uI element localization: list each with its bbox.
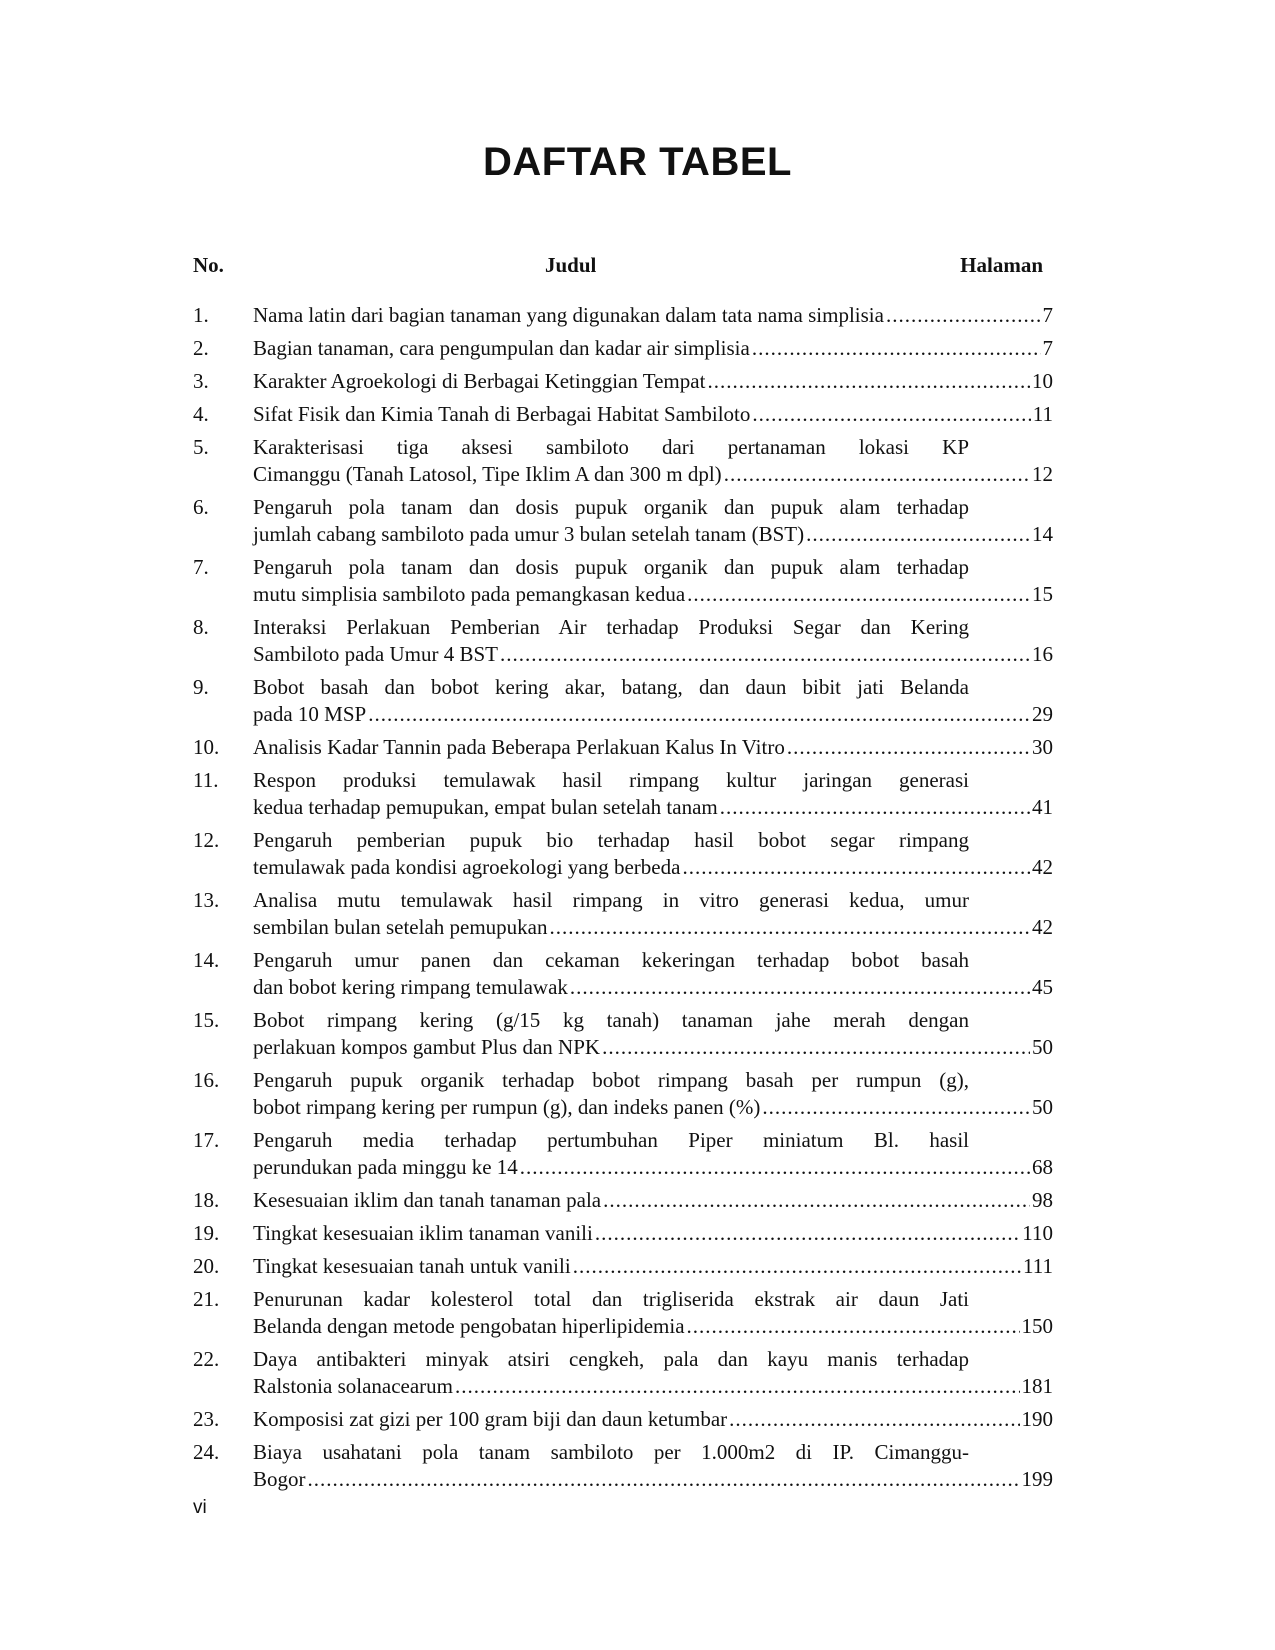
entry-title-line: Pengaruh media terhadap pertumbuhan Piper miniatum Bl. hasil	[253, 1128, 969, 1152]
page-ref: 68	[1032, 1155, 1053, 1179]
entry-title	[253, 494, 1053, 548]
entry-number: 19.	[193, 1221, 220, 1245]
list-item	[193, 1286, 1053, 1340]
list-item	[193, 947, 1053, 1001]
list-item	[193, 1007, 1053, 1061]
list-item	[193, 1406, 1053, 1433]
page-ref: 111	[1023, 1254, 1053, 1278]
table-header	[193, 253, 1053, 283]
entry-title-line: Karakterisasi tiga aksesi sambiloto dari pertanaman lokasi KP	[253, 435, 969, 459]
entry-number: 13.	[193, 888, 220, 912]
page-ref: 12	[1032, 462, 1053, 486]
entry-title	[253, 335, 1053, 362]
entry-number: 12.	[193, 828, 220, 852]
page-ref: 199	[1021, 1467, 1053, 1491]
entry-title-line: perlakuan kompos gambut Plus dan NPK	[253, 1035, 601, 1059]
entry-title-line: jumlah cabang sambiloto pada umur 3 bulan setelah tanam (BST)	[253, 522, 805, 546]
entry-title	[253, 401, 1053, 428]
entry-title-line: Cimanggu (Tanah Latosol, Tipe Iklim A dan 300 m dpl)	[253, 462, 722, 486]
entry-title	[253, 368, 1053, 395]
dot-leader	[455, 1373, 1019, 1400]
page-ref: 50	[1032, 1035, 1053, 1059]
entry-number: 17.	[193, 1128, 220, 1152]
dot-leader	[368, 701, 1030, 728]
entry-title	[253, 1007, 1053, 1061]
dot-leader	[752, 335, 1041, 362]
entry-title	[253, 767, 1053, 821]
page-ref: 10	[1032, 369, 1053, 393]
entry-title-line: bobot rimpang kering per rumpun (g), dan indeks panen (%)	[253, 1095, 761, 1119]
dot-leader	[729, 1406, 1019, 1433]
list-item	[193, 1439, 1053, 1493]
entry-number: 6.	[193, 495, 209, 519]
list-item	[193, 302, 1053, 329]
dot-leader	[724, 461, 1030, 488]
entry-number: 21.	[193, 1287, 220, 1311]
page-ref: 16	[1032, 642, 1053, 666]
entry-title-line: Bobot rimpang kering (g/15 kg tanah) tanaman jahe merah dengan	[253, 1008, 969, 1032]
entry-title-line: Bobot basah dan bobot kering akar, batang, dan daun bibit jati Belanda	[253, 675, 969, 699]
page-ref: 110	[1022, 1221, 1053, 1245]
entry-title-line: Bagian tanaman, cara pengumpulan dan kadar air simplisia	[253, 336, 750, 360]
entry-title	[253, 614, 1053, 668]
page-ref: 14	[1032, 522, 1053, 546]
dot-leader	[787, 734, 1030, 761]
list-item	[193, 554, 1053, 608]
entry-title-line: dan bobot kering rimpang temulawak	[253, 975, 568, 999]
page-ref: 45	[1032, 975, 1053, 999]
list-item	[193, 614, 1053, 668]
list-item	[193, 335, 1053, 362]
entry-number: 16.	[193, 1068, 220, 1092]
page-ref: 30	[1032, 735, 1053, 759]
dot-leader	[308, 1466, 1020, 1493]
entry-title-line: Kesesuaian iklim dan tanah tanaman pala	[253, 1188, 602, 1212]
dot-leader	[752, 401, 1030, 428]
page-ref: 150	[1021, 1314, 1053, 1338]
list-item	[193, 1253, 1053, 1280]
page-ref: 7	[1042, 303, 1053, 327]
dot-leader	[707, 368, 1030, 395]
entry-title-line: Pengaruh pupuk organik terhadap bobot rimpang basah per rumpun (g),	[253, 1068, 969, 1092]
entry-number: 8.	[193, 615, 209, 639]
dot-leader	[573, 1253, 1021, 1280]
entry-title-line: Analisa mutu temulawak hasil rimpang in vitro generasi kedua, umur	[253, 888, 969, 912]
page-ref: 29	[1032, 702, 1053, 726]
entry-title-line: Analisis Kadar Tannin pada Beberapa Perlakuan Kalus In Vitro	[253, 735, 785, 759]
list-item	[193, 494, 1053, 548]
dot-leader	[687, 1313, 1020, 1340]
entry-title-line: Sambiloto pada Umur 4 BST	[253, 642, 498, 666]
page-number: vi	[193, 1497, 207, 1518]
entry-title	[253, 1220, 1053, 1247]
entry-number: 20.	[193, 1254, 220, 1278]
dot-leader	[806, 521, 1030, 548]
entry-title-line: Pengaruh pemberian pupuk bio terhadap hasil bobot segar rimpang	[253, 828, 969, 852]
header-no: No.	[193, 253, 224, 277]
list-item	[193, 368, 1053, 395]
entry-title-line: Respon produksi temulawak hasil rimpang kultur jaringan generasi	[253, 768, 969, 792]
header-halaman: Halaman	[960, 253, 1043, 277]
list-item	[193, 734, 1053, 761]
entry-title-line: Belanda dengan metode pengobatan hiperlipidemia	[253, 1314, 685, 1338]
entry-title-line: Tingkat kesesuaian tanah untuk vanili	[253, 1254, 571, 1278]
page-ref: 190	[1021, 1407, 1053, 1431]
entry-title	[253, 1127, 1053, 1181]
list-item	[193, 401, 1053, 428]
entry-title-line: Nama latin dari bagian tanaman yang digunakan dalam tata nama simplisia	[253, 303, 884, 327]
entry-title-line: Interaksi Perlakuan Pemberian Air terhadap Produksi Segar dan Kering	[253, 615, 969, 639]
entry-number: 11.	[193, 768, 219, 792]
entry-title	[253, 887, 1053, 941]
page-ref: 42	[1032, 915, 1053, 939]
entry-title-line: Pengaruh pola tanam dan dosis pupuk organik dan pupuk alam terhadap	[253, 495, 969, 519]
entry-title	[253, 434, 1053, 488]
entry-number: 3.	[193, 369, 209, 393]
entry-number: 1.	[193, 303, 209, 327]
entry-title-line: Karakter Agroekologi di Berbagai Ketinggian Tempat	[253, 369, 706, 393]
entry-number: 15.	[193, 1008, 220, 1032]
list-item	[193, 767, 1053, 821]
entry-title	[253, 554, 1053, 608]
dot-leader	[602, 1034, 1030, 1061]
entry-title-line: Tingkat kesesuaian iklim tanaman vanili	[253, 1221, 593, 1245]
entry-title	[253, 1187, 1053, 1214]
entry-number: 4.	[193, 402, 209, 426]
entry-title	[253, 302, 1053, 329]
dot-leader	[595, 1220, 1020, 1247]
entry-title	[253, 734, 1053, 761]
dot-leader	[603, 1187, 1030, 1214]
page-ref: 15	[1032, 582, 1053, 606]
page-ref: 50	[1032, 1095, 1053, 1119]
page-ref: 42	[1032, 855, 1053, 879]
entry-number: 5.	[193, 435, 209, 459]
page-ref: 181	[1021, 1374, 1053, 1398]
entry-title-line: Daya antibakteri minyak atsiri cengkeh, pala dan kayu manis terhadap	[253, 1347, 969, 1371]
page-title: DAFTAR TABEL	[483, 140, 792, 184]
entry-title-line: perundukan pada minggu ke 14	[253, 1155, 518, 1179]
entry-title	[253, 947, 1053, 1001]
dot-leader	[550, 914, 1030, 941]
entry-number: 10.	[193, 735, 220, 759]
list-item	[193, 434, 1053, 488]
entry-title-line: Sifat Fisik dan Kimia Tanah di Berbagai Habitat Sambiloto	[253, 402, 751, 426]
entry-number: 7.	[193, 555, 209, 579]
dot-leader	[687, 581, 1030, 608]
dot-leader	[886, 302, 1041, 329]
entry-title-line: Pengaruh pola tanam dan dosis pupuk organik dan pupuk alam terhadap	[253, 555, 969, 579]
entry-number: 18.	[193, 1188, 220, 1212]
page-ref: 7	[1042, 336, 1053, 360]
entry-title	[253, 674, 1053, 728]
entry-title-line: kedua terhadap pemupukan, empat bulan setelah tanam	[253, 795, 718, 819]
entry-title-line: Pengaruh umur panen dan cekaman kekeringan terhadap bobot basah	[253, 948, 969, 972]
table-list	[193, 302, 1053, 1499]
entry-title-line: mutu simplisia sambiloto pada pemangkasan kedua	[253, 582, 686, 606]
entry-title	[253, 1439, 1053, 1493]
dot-leader	[682, 854, 1030, 881]
page-ref: 11	[1032, 402, 1053, 426]
entry-title-line: Biaya usahatani pola tanam sambiloto per 1.000m2 di IP. Cimanggu-	[253, 1440, 969, 1464]
entry-title-line: sembilan bulan setelah pemupukan	[253, 915, 548, 939]
entry-title	[253, 1406, 1053, 1433]
dot-leader	[500, 641, 1030, 668]
entry-title-line: Ralstonia solanacearum	[253, 1374, 454, 1398]
entry-title	[253, 1346, 1053, 1400]
header-judul: Judul	[545, 253, 597, 277]
dot-leader	[720, 794, 1030, 821]
list-item	[193, 1187, 1053, 1214]
entry-title	[253, 827, 1053, 881]
dot-leader	[520, 1154, 1030, 1181]
entry-number: 2.	[193, 336, 209, 360]
entry-title	[253, 1067, 1053, 1121]
dot-leader	[762, 1094, 1030, 1121]
page-ref: 41	[1032, 795, 1053, 819]
list-item	[193, 1127, 1053, 1181]
entry-number: 14.	[193, 948, 220, 972]
entry-number: 23.	[193, 1407, 220, 1431]
entry-number: 24.	[193, 1440, 220, 1464]
list-item	[193, 1067, 1053, 1121]
entry-title	[253, 1286, 1053, 1340]
entry-title-line: pada 10 MSP	[253, 702, 367, 726]
page-ref: 98	[1032, 1188, 1053, 1212]
dot-leader	[570, 974, 1030, 1001]
entry-title-line: Penurunan kadar kolesterol total dan trigliserida ekstrak air daun Jati	[253, 1287, 969, 1311]
list-item	[193, 887, 1053, 941]
list-item	[193, 1346, 1053, 1400]
list-item	[193, 1220, 1053, 1247]
list-item	[193, 827, 1053, 881]
entry-title-line: Komposisi zat gizi per 100 gram biji dan daun ketumbar	[253, 1407, 728, 1431]
list-item	[193, 674, 1053, 728]
entry-number: 9.	[193, 675, 209, 699]
entry-number: 22.	[193, 1347, 220, 1371]
entry-title	[253, 1253, 1053, 1280]
entry-title-line: temulawak pada kondisi agroekologi yang berbeda	[253, 855, 681, 879]
entry-title-line: Bogor	[253, 1467, 306, 1491]
